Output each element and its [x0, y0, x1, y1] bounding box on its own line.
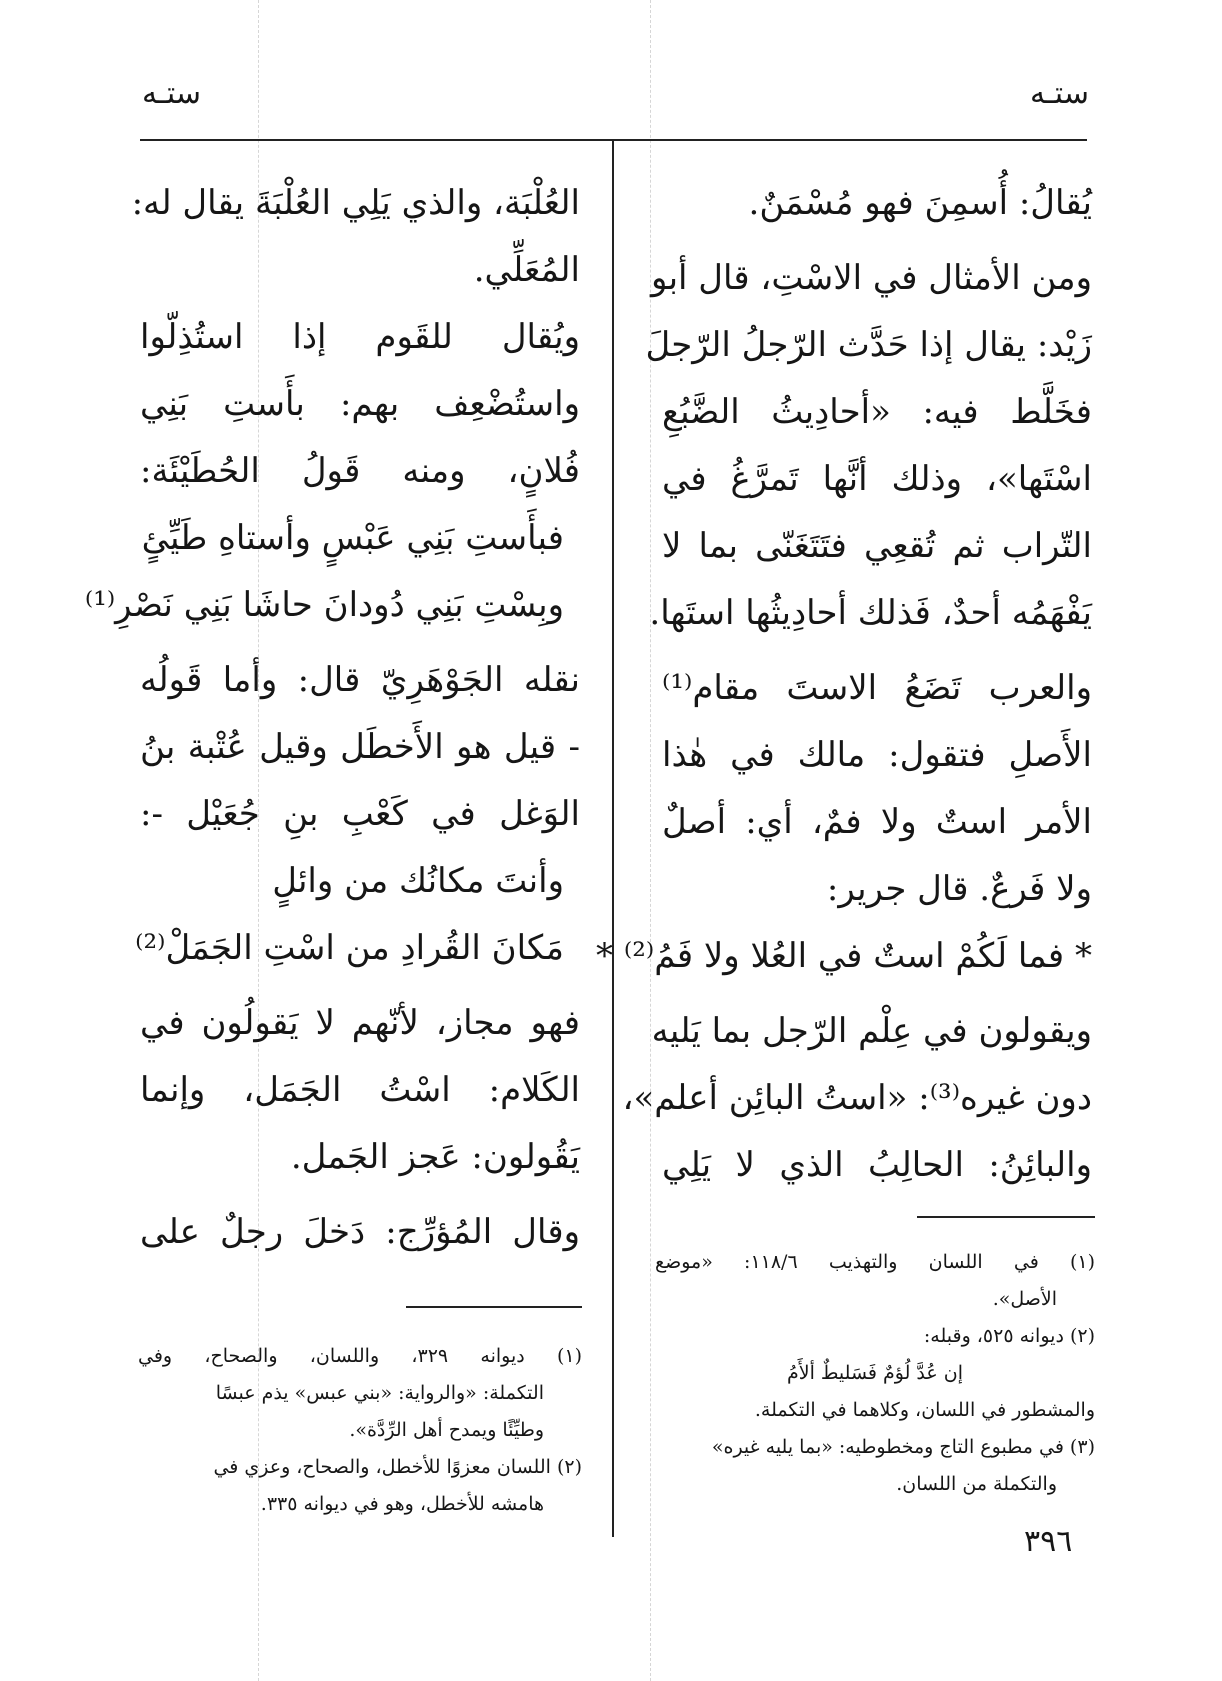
text-line: وقال المُؤرِّج: دَخلَ رجلٌ على: [140, 1212, 580, 1252]
footnote-line: هامشه للأخطل، وهو في ديوانه ٣٣٥.: [260, 1493, 544, 1515]
verse-line: فبأَستِ بَنِي عَبْسٍ وأستاهِ طَيِّئٍ: [141, 518, 564, 558]
verse-line: وبِسْتِ بَنِي دُودانَ حاشَا بَنِي نَصْرِ⁽¹⁾: [84, 585, 564, 625]
running-title-left: ستـه: [142, 76, 202, 111]
page-number: ٣٩٦: [1024, 1524, 1073, 1559]
text-line: فهو مجاز، لأنّهم لا يَقولُون في: [140, 1003, 580, 1043]
footnote-line: والمشطور في اللسان، وكلاهما في التكملة.: [754, 1399, 1095, 1421]
footnotes-left: [138, 1338, 582, 1523]
verse-line: مَكانَ القُرادِ من اسْتِ الجَمَلْ⁽²⁾: [135, 928, 564, 968]
footnote-line: (٢) ديوانه ٥٢٥، وقبله:: [923, 1325, 1095, 1347]
text-line: ولا فَرعٌ. قال جرير:: [826, 869, 1092, 909]
text-line: نقله الجَوْهَرِيّ قال: وأما قَولُه: [140, 660, 580, 700]
text-line: والبائِنُ: الحالِبُ الذي لا يَلِي: [662, 1145, 1092, 1185]
footnote-line: (٣) في مطبوع التاج ومخطوطيه: «بما يليه غيره»: [711, 1436, 1095, 1458]
text-line: دون غيره⁽³⁾: «استُ البائِن أعلم»،: [622, 1078, 1092, 1118]
footnote-line: (٢) اللسان معزوًا للأخطل، والصحاح، وعزي في: [213, 1456, 582, 1478]
left-column: [84, 170, 580, 1266]
text-line: - قيل هو الأَخطَل وقيل عُتْبة بنُ: [140, 727, 580, 767]
text-line: يَقُولون: عَجز الجَمل.: [290, 1137, 580, 1177]
footnote-line: وطيِّئًا ويمدح أهل الرِّدَّة».: [349, 1419, 544, 1441]
text-line: ومن الأمثال في الاسْتِ، قال أبو: [651, 258, 1092, 298]
text-line: الأَصلِ فتقول: مالك في هٰذا: [662, 735, 1092, 775]
text-line: الوَغل في كَعْبِ بنِ جُعَيْل -:: [140, 794, 580, 834]
footnote-line: الأصل».: [992, 1288, 1057, 1310]
footnote-verse: إن عُدَّ لُؤمٌ فَسَليطٌ ألأَمُ: [786, 1362, 964, 1384]
text-line: يُقالُ: أُسمِنَ فهو مُسْمَنٌ.: [748, 183, 1092, 223]
column-divider: [612, 141, 614, 1537]
verse-line: * فما لَكُمْ استٌ في العُلا ولا فَمُ⁽²⁾ *: [596, 936, 1092, 976]
footnote-rule: [917, 1216, 1095, 1218]
footnote-line: والتكملة من اللسان.: [896, 1473, 1057, 1495]
footnote-line: (١) ديوانه ٣٢٩، واللسان، والصحاح، وفي: [138, 1345, 583, 1367]
text-line: فُلانٍ، ومنه قَولُ الحُطَيْئَة:: [140, 451, 580, 491]
text-line: الأمر استٌ ولا فمٌ، أي: أصلٌ: [662, 802, 1092, 842]
footnote-line: التكملة: «والرواية: «بني عبس» يذم عبسًا: [215, 1382, 544, 1404]
text-line: فخَلَّط فيه: «أحادِيثُ الضَّبُعِ: [662, 392, 1092, 432]
text-line: المُعَلِّي.: [473, 250, 580, 290]
right-column: [596, 170, 1092, 1199]
text-line: يَفْهَمُه أحدٌ، فَذلك أحادِيثُها استَها.: [649, 593, 1092, 633]
text-line: التّراب ثم تُقعِي فتَتَغَنّى بما لا: [662, 526, 1092, 566]
running-title-right: ستـه: [1029, 76, 1089, 111]
verse-line: وأنتَ مكانُك من وائلٍ: [272, 861, 564, 901]
text-line: واستُضْعِف بهم: بأَستِ بَنِي: [140, 384, 580, 424]
text-line: اسْتَها»، وذلك أنَّها تَمرَّغُ في: [662, 459, 1092, 499]
text-line: ويُقال للقَوم إذا استُذِلّوا: [140, 317, 580, 357]
footnote-line: (١) في اللسان والتهذيب ١١٨/٦: «موضع: [655, 1251, 1095, 1273]
text-line: العُلْبَة، والذي يَلِي العُلْبَةَ يقال له:: [131, 183, 580, 223]
text-line: والعرب تَضَعُ الاستَ مقام⁽¹⁾: [662, 668, 1092, 708]
text-line: ويقولون في عِلْم الرّجل بما يَليه: [651, 1011, 1092, 1051]
text-line: زَيْد: يقال إذا حَدَّث الرّجلُ الرّجلَ: [645, 325, 1092, 365]
footnotes-right: [655, 1244, 1095, 1503]
footnote-rule: [406, 1306, 582, 1308]
text-line: الكَلام: اسْتُ الجَمَل، وإنما: [140, 1070, 580, 1110]
